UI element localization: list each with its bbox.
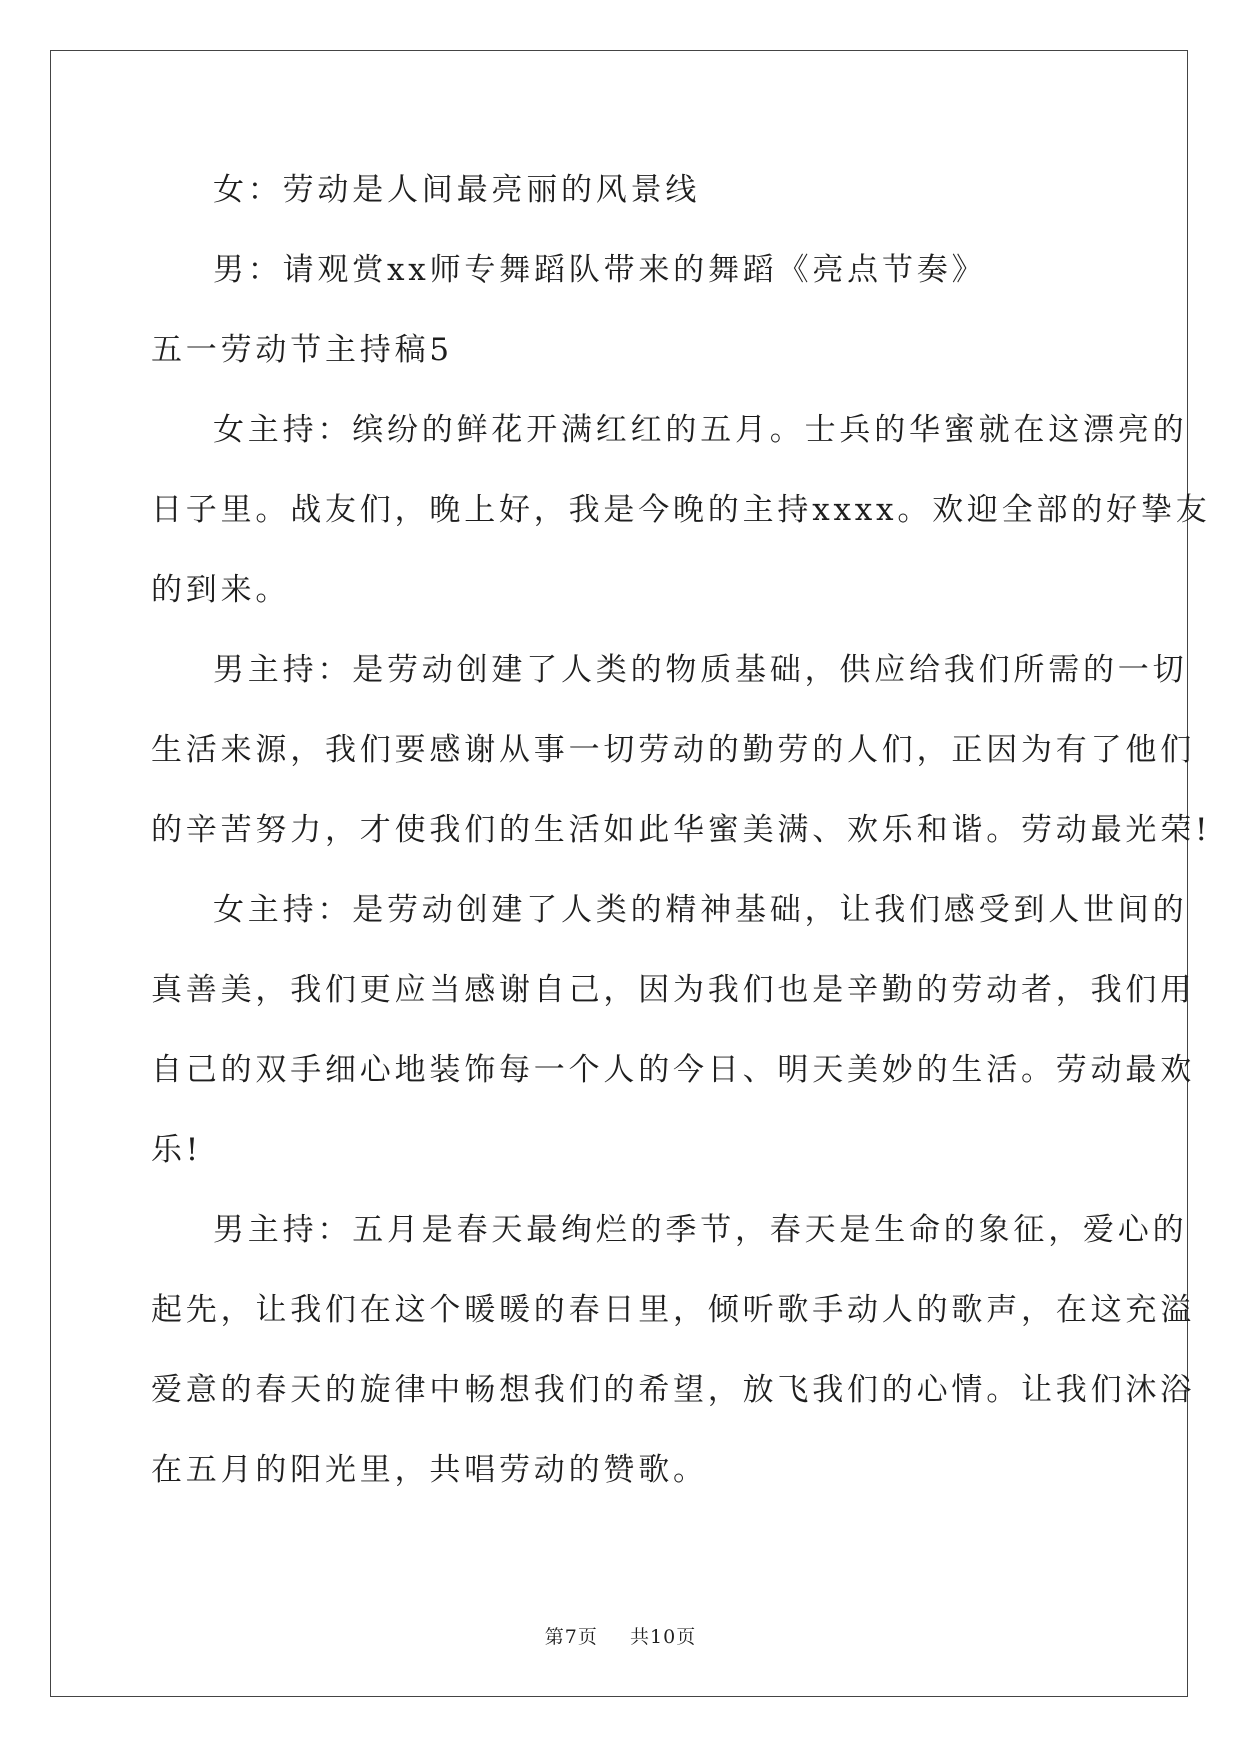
paragraph-line: 日子里。战友们，晚上好，我是今晚的主持xxxx。欢迎全部的好挚友 [151, 492, 1211, 528]
paragraph-line: 女主持：是劳动创建了人类的精神基础，让我们感受到人世间的 [213, 892, 1188, 928]
paragraph-line: 的辛苦努力，才使我们的生活如此华蜜美满、欢乐和谐。劳动最光荣! [151, 812, 1212, 848]
page-number: 第7页 [544, 1626, 598, 1648]
dialogue-line-male: 男：请观赏xx师专舞蹈队带来的舞蹈《亮点节奏》 [213, 252, 987, 288]
paragraph-line: 生活来源，我们要感谢从事一切劳动的勤劳的人们，正因为有了他们 [151, 732, 1195, 768]
section-heading: 五一劳动节主持稿5 [151, 332, 453, 368]
paragraph-line: 自己的双手细心地装饰每一个人的今日、明天美妙的生活。劳动最欢 [151, 1052, 1195, 1088]
page-total: 共10页 [630, 1626, 697, 1648]
paragraph-line: 乐! [151, 1132, 203, 1168]
paragraph-line: 女主持：缤纷的鲜花开满红红的五月。士兵的华蜜就在这漂亮的 [213, 412, 1188, 448]
page-footer [0, 1622, 1241, 1649]
paragraph-line: 真善美，我们更应当感谢自己，因为我们也是辛勤的劳动者，我们用 [151, 972, 1195, 1008]
paragraph-line: 在五月的阳光里，共唱劳动的赞歌。 [151, 1452, 708, 1488]
document-body [151, 165, 1212, 1525]
paragraph-line: 的到来。 [151, 572, 291, 608]
paragraph-line: 男主持：五月是春天最绚烂的季节，春天是生命的象征，爱心的 [213, 1212, 1188, 1248]
paragraph-line: 爱意的春天的旋律中畅想我们的希望，放飞我们的心情。让我们沐浴 [151, 1372, 1195, 1408]
paragraph-line: 男主持：是劳动创建了人类的物质基础，供应给我们所需的一切 [213, 652, 1188, 688]
dialogue-line-female: 女：劳动是人间最亮丽的风景线 [213, 172, 701, 208]
paragraph-line: 起先，让我们在这个暖暖的春日里，倾听歌手动人的歌声，在这充溢 [151, 1292, 1195, 1328]
